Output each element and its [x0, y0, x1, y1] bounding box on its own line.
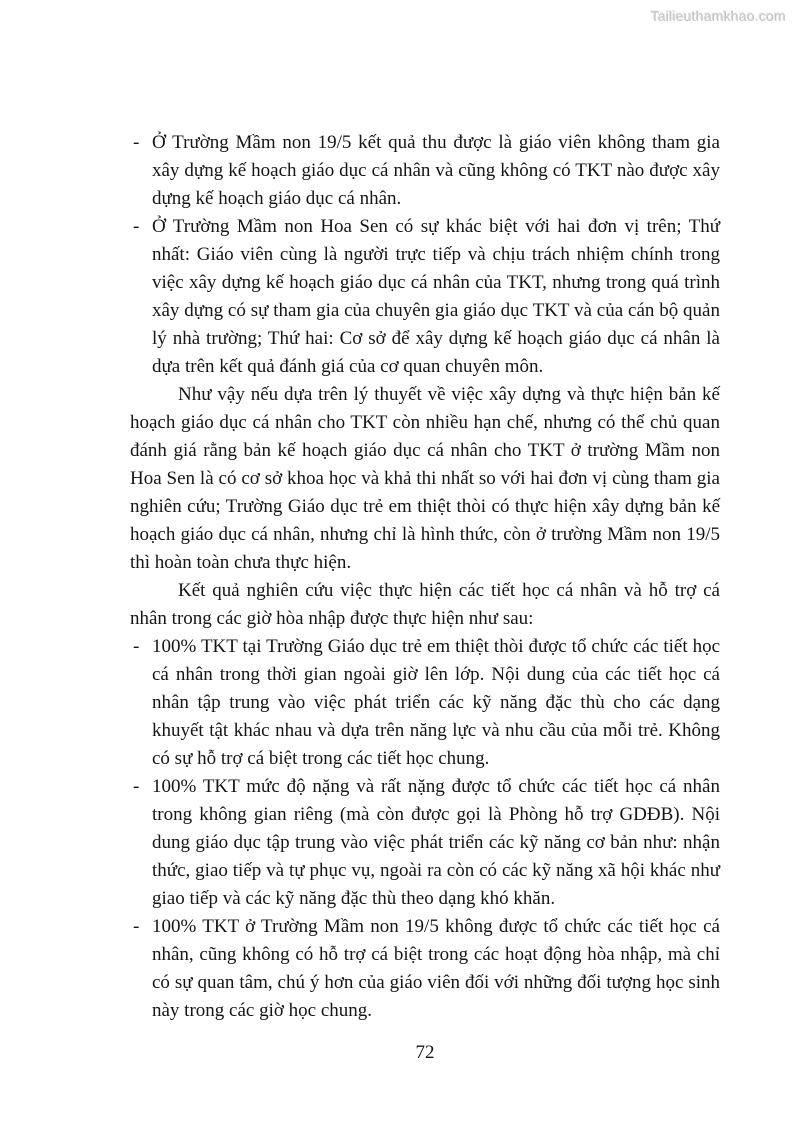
bullet-dash: - [133, 132, 140, 153]
bullet-text: 100% TKT tại Trường Giáo dục trẻ em thiệt thòi được tổ chức các tiết học cá nhân trong thời gian ngoài giờ lên lớp. Nội dung của các tiết học cá nhân tập trung vào việc phát triển các kỹ năng đặc thù cho các dạng khuyết tật khác nhau và dựa trên năng lực và nhu cầu của mỗi trẻ. Không có sự hỗ trợ cá biệt trong các tiết học chung. [152, 636, 720, 769]
watermark-text: Tailieuthamkhao.com [650, 8, 786, 24]
page-number: 72 [415, 1042, 435, 1063]
page-content [130, 129, 720, 1025]
bullet-item-5 [130, 913, 720, 1025]
bullet-item-4 [130, 773, 720, 913]
bullet-dash: - [133, 636, 140, 657]
bullet-dash: - [133, 216, 140, 237]
bullet-item-1 [130, 129, 720, 213]
bullet-item-3 [130, 633, 720, 773]
paragraph-1: Như vậy nếu dựa trên lý thuyết về việc xây dựng và thực hiện bản kế hoạch giáo dục cá nhân cho TKT còn nhiều hạn chế, nhưng có thể chủ quan đánh giá rằng bản kế hoạch giáo dục cá nhân cho TKT ở trường Mầm non Hoa Sen là có cơ sở khoa học và khả thi nhất so với hai đơn vị cùng tham gia nghiên cứu; Trường Giáo dục trẻ em thiệt thòi có thực hiện xây dựng bản kế hoạch giáo dục cá nhân, nhưng chỉ là hình thức, còn ở trường Mầm non 19/5 thì hoàn toàn chưa thực hiện. [130, 384, 720, 573]
bullet-dash: - [133, 916, 140, 937]
bullet-item-2 [130, 213, 720, 381]
bullet-dash: - [133, 776, 140, 797]
bullet-text: 100% TKT mức độ nặng và rất nặng được tổ chức các tiết học cá nhân trong không gian riêng (mà còn được gọi là Phòng hỗ trợ GDĐB). Nội dung giáo dục tập trung vào việc phát triển các kỹ năng cơ bản như: nhận thức, giao tiếp và tự phục vụ, ngoài ra còn có các kỹ năng xã hội khác như giao tiếp và các kỹ năng đặc thù theo dạng khó khăn. [152, 776, 720, 909]
bullet-text: Ở Trường Mầm non Hoa Sen có sự khác biệt với hai đơn vị trên; Thứ nhất: Giáo viên cùng là người trực tiếp và chịu trách nhiệm chính trong việc xây dựng kế hoạch giáo dục cá nhân của TKT, nhưng trong quá trình xây dựng có sự tham gia của chuyên gia giáo dục TKT và của cán bộ quản lý nhà trường; Thứ hai: Cơ sở để xây dựng kế hoạch giáo dục cá nhân là dựa trên kết quả đánh giá của cơ quan chuyên môn. [152, 216, 720, 377]
bullet-text: 100% TKT ở Trường Mầm non 19/5 không được tổ chức các tiết học cá nhân, cũng không có hỗ trợ cá biệt trong các hoạt động hòa nhập, mà chỉ có sự quan tâm, chú ý hơn của giáo viên đối với những đối tượng học sinh này trong các giờ học chung. [152, 916, 720, 1021]
paragraph-2: Kết quả nghiên cứu việc thực hiện các tiết học cá nhân và hỗ trợ cá nhân trong các giờ hòa nhập được thực hiện như sau: [130, 580, 720, 629]
page-footer [130, 1041, 720, 1065]
bullet-text: Ở Trường Mầm non 19/5 kết quả thu được là giáo viên không tham gia xây dựng kế hoạch giáo dục cá nhân và cũng không có TKT nào được xây dựng kế hoạch giáo dục cá nhân. [152, 132, 720, 209]
